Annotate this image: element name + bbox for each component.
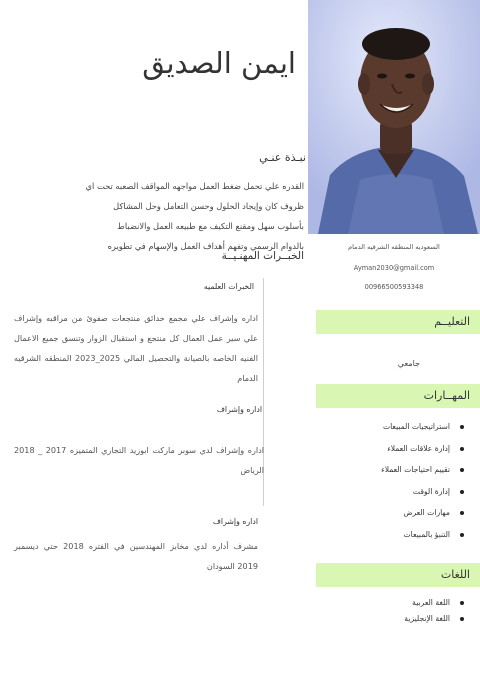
email-text: Ayman2030@gmail.com (353, 264, 435, 272)
sidebar (308, 0, 480, 678)
skills-title: المهــارات (423, 389, 470, 402)
languages-title: اللغات (440, 568, 470, 581)
portrait-image (308, 0, 480, 234)
skills-section-header (316, 384, 480, 408)
languages-list (404, 596, 466, 628)
languages-section-header (316, 563, 480, 587)
experience-block-title: الخبرات العلميه (203, 282, 254, 291)
location-text: السعوديه المنطقه الشرقيه الدمام (348, 243, 440, 251)
skills-list (381, 420, 466, 550)
phone-text: 00966500593348 (364, 283, 424, 291)
about-line: ظروف كان وإيجاد الحلول وحسن التعامل وحل المشاكل (113, 201, 304, 211)
list-item: اللغة الإنجليزية (404, 612, 466, 628)
about-title: نبـذة عنـي (259, 151, 306, 164)
experience-title: الخبــرات المهنـيــة (221, 250, 304, 262)
list-item: استراتيجيات المبيعات (381, 420, 466, 442)
list-item: التنبؤ بالمبيعات (381, 528, 466, 550)
list-item: اللغة العربية (404, 596, 466, 612)
about-line: بأسلوب سهل ومقنع التكيف مع طبيعه العمل والانضباط (117, 221, 304, 231)
experience-block-text: اداره وإشراف علي مجمع حدائق منتجعات صفوئ من مراقبه وإشراف علي سير عمل العمال كل منتجع و استقبال الزوار وتنسق جميع الاعمال الفنيه الخاصه بالصيانة والتحصيل المالي 2025_2023 المنطقه الشرقيه الدمام (14, 313, 258, 383)
list-item: تقييم احتياجات العملاء (381, 463, 466, 485)
list-item: مهارات العرض (381, 506, 466, 528)
education-title: التعليــم (434, 315, 470, 328)
experience-block-text: اداره وإشراف لدي سوبر ماركت ابوزيد التجاري المتميزه 2017 _ 2018 الرياض (14, 445, 264, 475)
person-name: ايمن الصديق (142, 46, 296, 80)
experience-block-title: اداره وإشراف (216, 405, 262, 414)
education-value: جامعي (397, 359, 420, 368)
about-line: بالدوام الرسمي وتفهم أهداف العمل والإسهام في تطويره (107, 241, 304, 251)
experience-block-text: مشرف أداره لدي مخابز المهندسين في الفتره 2018 حتي ديسمبر 2019 السودان (14, 541, 258, 571)
list-item: إدارة علاقات العملاء (381, 442, 466, 464)
about-paragraph (14, 176, 304, 256)
list-item: إدارة الوقت (381, 485, 466, 507)
about-line: القدره علي تحمل ضغط العمل مواجهه المواقف الصعبه تحت اي (85, 181, 304, 191)
education-section-header (316, 310, 480, 334)
profile-photo (308, 0, 480, 234)
experience-block-title: اداره وإشراف (212, 517, 258, 526)
